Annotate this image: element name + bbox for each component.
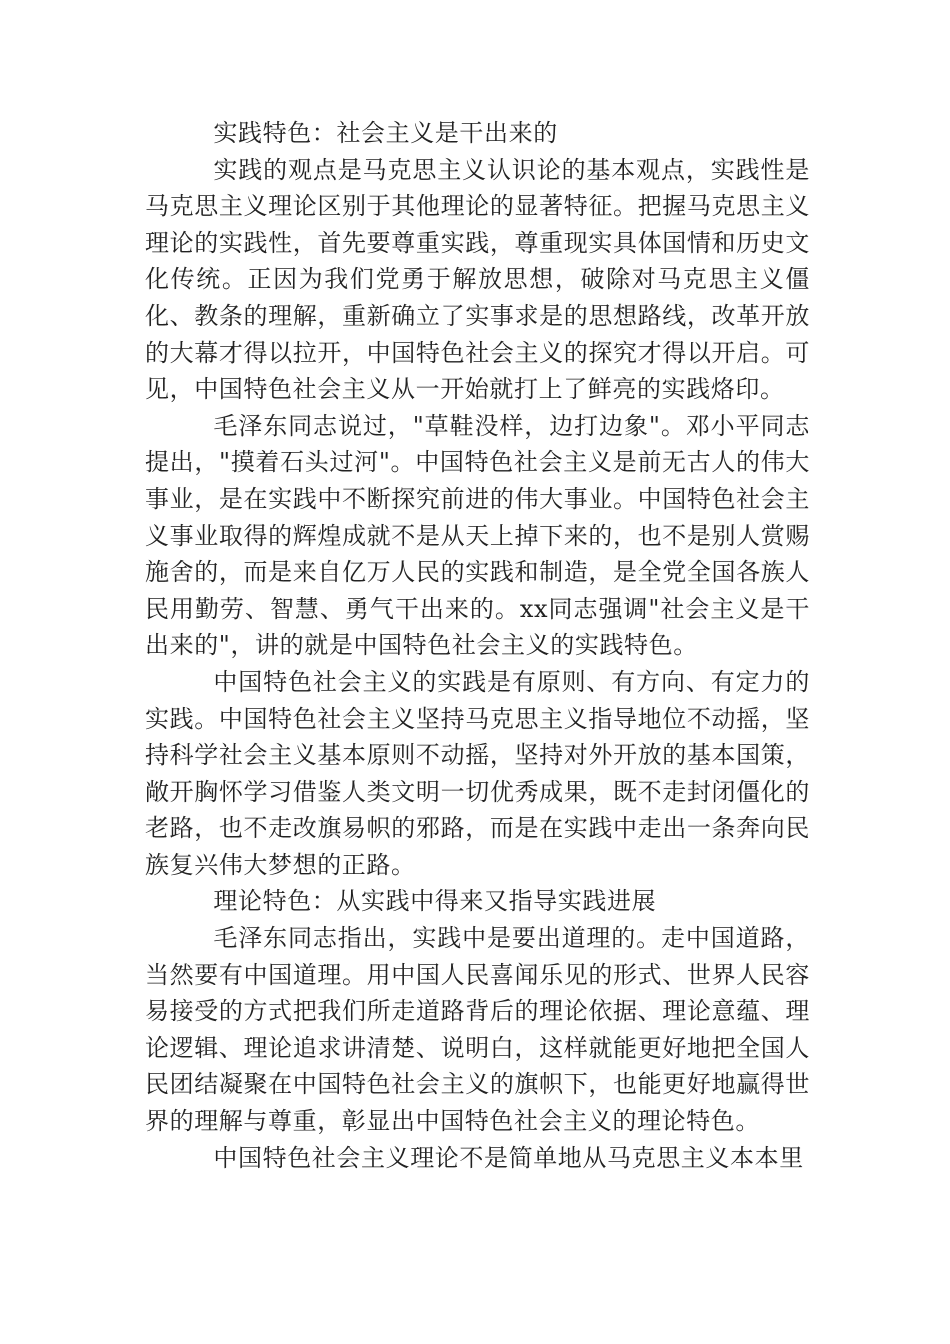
section-heading-theory: 理论特色：从实践中得来又指导实践进展 (213, 887, 657, 916)
section-heading-practice: 实践特色：社会主义是干出来的 (213, 119, 558, 147)
paragraph: 中国特色社会主义的实践是有原则、有方向、有定力的实践。中国特色社会主义坚持马克思主义指导地位不动摇，坚持科学社会主义基本原则不动摇，坚持对外开放的基本国策，敞开胸怀学习借鉴人类文明一切优秀成果，既不走封闭僵化的老路，也不走改旗易帜的邪路，而是在实践中走出一条奔向民族复兴伟大梦想的正路。 (145, 667, 810, 879)
document-body (145, 115, 810, 1176)
paragraph: 实践的观点是马克思主义认识论的基本观点，实践性是马克思主义理论区别于其他理论的显著特征。把握马克思主义理论的实践性，首先要尊重实践，尊重现实具体国情和历史文化传统。正因为我们党勇于解放思想，破除对马克思主义僵化、教条的理解，重新确立了实事求是的思想路线，改革开放的大幕才得以拉开，中国特色社会主义的探究才得以开启。可见，中国特色社会主义从一开始就打上了鲜亮的实践烙印。 (145, 155, 810, 404)
paragraph: 中国特色社会主义理论不是简单地从马克思主义本本里 (213, 1143, 804, 1172)
paragraph: 毛泽东同志指出，实践中是要出道理的。走中国道路，当然要有中国道理。用中国人民喜闻乐见的形式、世界人民容易接受的方式把我们所走道路背后的理论依据、理论意蕴、理论逻辑、理论追求讲清楚、说明白，这样就能更好地把全国人民团结凝聚在中国特色社会主义的旗帜下，也能更好地赢得世界的理解与尊重，彰显出中国特色社会主义的理论特色。 (145, 924, 810, 1136)
paragraph: 毛泽东同志说过，"草鞋没样，边打边象"。邓小平同志提出，"摸着石头过河"。中国特色社会主义是前无古人的伟大事业，是在实践中不断探究前进的伟大事业。中国特色社会主义事业取得的辉煌成就不是从天上掉下来的，也不是别人赏赐施舍的，而是来自亿万人民的实践和制造，是全党全国各族人民用勤劳、智慧、勇气干出来的。xx同志强调"社会主义是干出来的"，讲的就是中国特色社会主义的实践特色。 (145, 411, 810, 660)
